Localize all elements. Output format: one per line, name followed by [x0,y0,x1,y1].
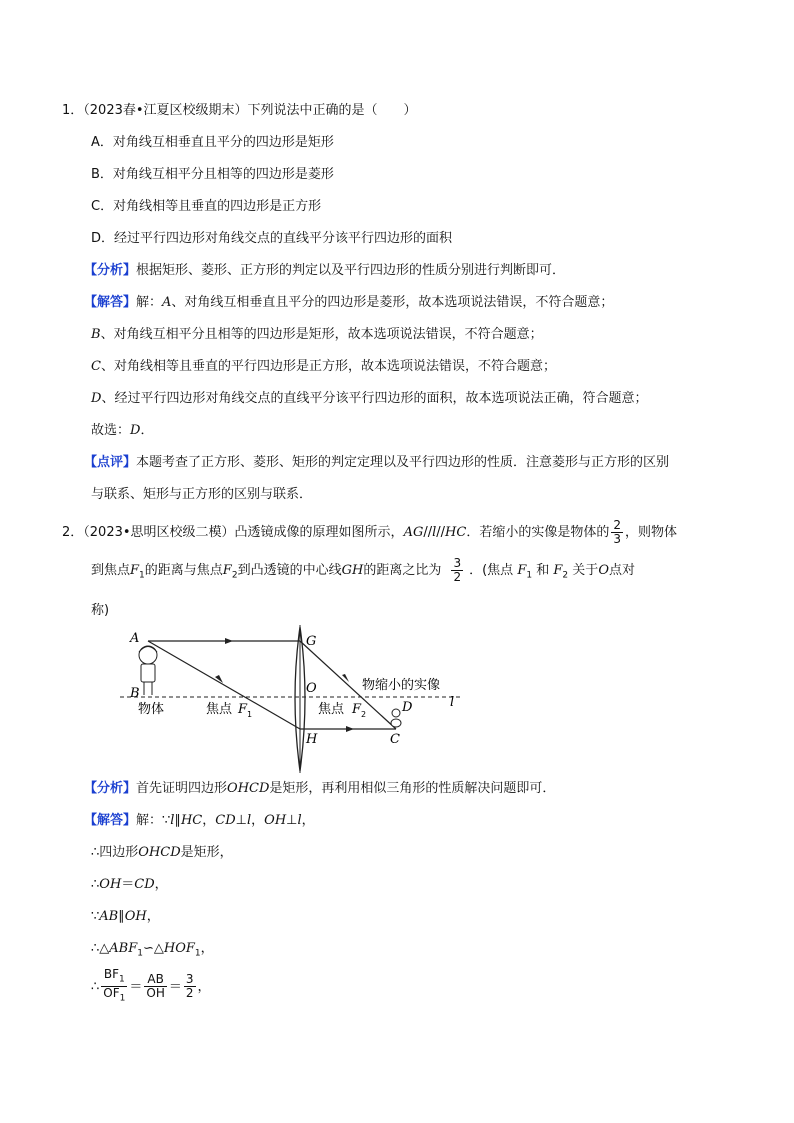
label-h: H [306,732,318,747]
q2-stem-line3: 称) [91,603,110,618]
q1-solution-a: 【解答】解：A、对角线互相垂直且平分的四边形是菱形，故本选项说法错误，不符合题意； [84,295,614,310]
q1-analysis: 【分析】根据矩形、菱形、正方形的判定以及平行四边形的性质分别进行判断即可． [84,263,566,278]
label-focus-2: 焦点 [318,702,345,717]
q1-option-a: A．对角线互相垂直且平分的四边形是矩形 [91,135,334,150]
q2-step-4: $\therefore\triangle ABF_1∽\triangle HOF_1$， [91,941,214,959]
q1-option-c: C．对角线相等且垂直的四边形是正方形 [91,199,322,214]
q1-option-b: B．对角线互相平分且相等的四边形是菱形 [91,167,334,182]
label-focus-1: 焦点 [206,702,233,717]
image-icon [391,709,401,727]
label-a: A [130,631,140,646]
q2-step-3: ∵AB∥OH， [91,909,160,924]
q1-comment-cont: 与联系、矩形与正方形的区别与联系． [91,487,313,502]
q2-step-1: ∴四边形OHCD是矩形， [91,845,233,860]
label-l: l [450,695,455,710]
label-b: B [130,686,140,701]
q1-choice: 故选：D． [91,423,154,438]
label-f2: F [352,702,362,717]
q1-option-d: D．经过平行四边形对角线交点的直线平分该平行四边形的面积 [91,231,453,246]
lens-diagram [120,625,480,775]
q1-solution-d: D、经过平行四边形对角线交点的直线平分该平行四边形的面积，故本选项说法正确，符合题意； [91,391,648,406]
label-d: D [402,700,413,715]
q2-analysis: 【分析】首先证明四边形OHCD是矩形，再利用相似三角形的性质解决问题即可． [84,781,556,796]
q1-solution-c: C、对角线相等且垂直的平行四边形是正方形，故本选项说法错误，不符合题意； [91,359,556,374]
label-image: 物缩小的实像 [362,678,441,693]
q2-step-5: ∴ $\frac{BF_1}{OF_1}$ ＝ $\frac{AB}{OH}$ ＝ $\frac{3}{2}$ ， [91,967,211,1004]
q1-stem: 1．（2023春•江夏区校级期末）下列说法中正确的是（ ） [62,103,417,118]
label-f1: F [238,702,248,717]
q1-comment: 【点评】本题考查了正方形、菱形、矩形的判定定理以及平行四边形的性质．注意菱形与正方形的区别 [84,455,670,470]
q2-solution: 【解答】解：∵l∥HC，CD⊥l，OH⊥l， [84,813,315,828]
label-c: C [390,732,400,747]
label-o: O [306,681,317,696]
person-icon [139,646,157,695]
arrow-icon [346,726,354,732]
q2-stem-line2: 到焦点$F_1$的距离与焦点$F_2$到凸透镜的中心线GH的距离之比为 $\frac{3}{2}$ ．(焦点 $F_1$ 和 $F_2$ 关于O点对 [91,556,635,584]
answer-blank: $\frac{3}{2}$ [453,556,462,584]
label-g: G [306,634,317,649]
arrow-icon [225,638,233,644]
label-f2-sub: 2 [361,710,367,719]
q2-step-2: ∴OH＝CD， [91,877,168,892]
label-object: 物体 [138,702,165,717]
fraction-two-thirds: $\frac{2}{3}$ [613,518,621,546]
q2-stem: 2．（2023•思明区校级二模）凸透镜成像的原理如图所示，AG//l//HC．若缩小的实像是物体的 $\frac{2}{3}$ ，则物体 [62,518,678,546]
q1-solution-b: B、对角线互相平分且相等的四边形是矩形，故本选项说法错误，不符合题意； [91,327,543,342]
label-f1-sub: 1 [247,710,253,719]
